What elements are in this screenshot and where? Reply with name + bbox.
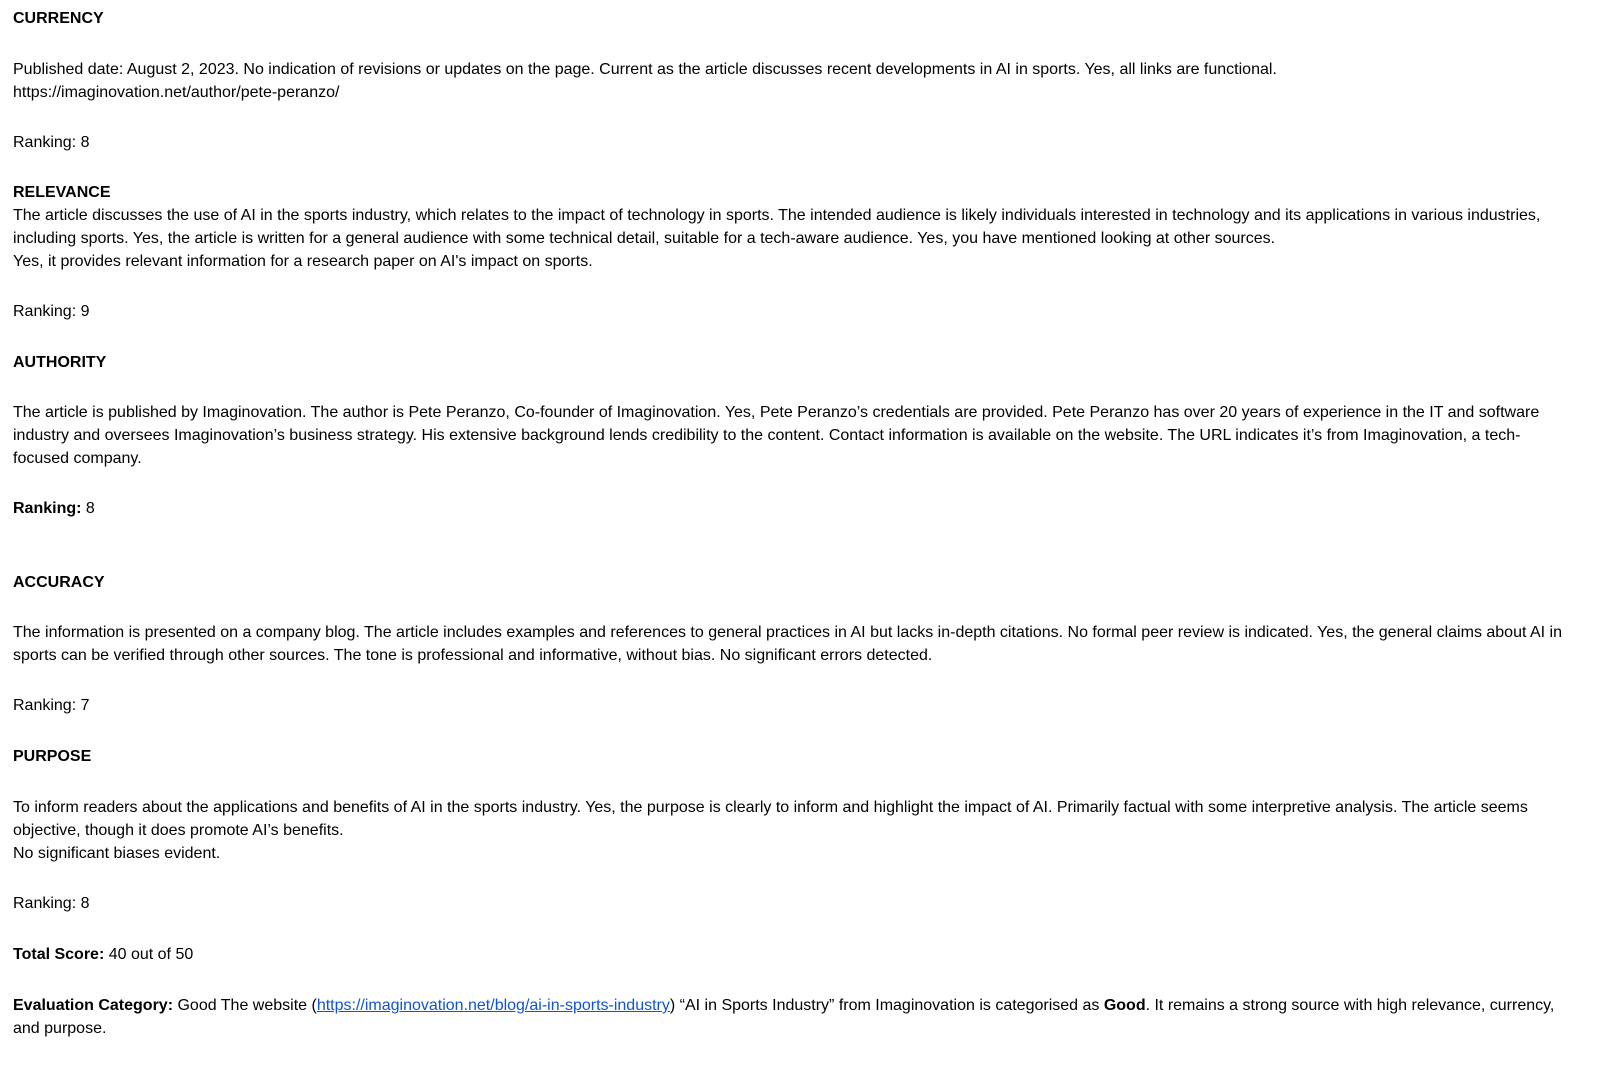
total-score-label: Total Score: <box>13 946 105 963</box>
relevance-ranking: Ranking: 9 <box>13 303 90 320</box>
currency-heading: CURRENCY <box>13 10 104 27</box>
authority-ranking-value: 8 <box>81 500 95 517</box>
authority-heading: AUTHORITY <box>13 354 107 371</box>
purpose-ranking: Ranking: 8 <box>13 895 90 912</box>
currency-author-url: https://imaginovation.net/author/pete-peranzo/ <box>13 84 340 101</box>
total-score-value: 40 out of 50 <box>104 946 194 963</box>
purpose-heading: PURPOSE <box>13 748 92 765</box>
purpose-body-para2: No significant biases evident. <box>13 845 221 862</box>
evaluation-label: Evaluation Category: <box>13 997 174 1014</box>
authority-ranking-label: Ranking: <box>13 500 82 517</box>
evaluation-category-value: Good <box>1103 997 1146 1014</box>
evaluation-text-after-link: ) “AI in Sports Industry” from Imaginovation is categorised as <box>669 997 1104 1014</box>
accuracy-ranking: Ranking: 7 <box>13 697 90 714</box>
relevance-heading: RELEVANCE <box>13 184 111 201</box>
evaluation-text-end: . It remains a strong source with high relevance, currency, and purpose. <box>13 997 1555 1037</box>
relevance-body-para1: The article discusses the use of AI in the sports industry, which relates to the impact of technology in sports. The intended audience is likely individuals interested in technology and its applications in various industries, including sports. Yes, the article is written for a general audience with some technical detail, suitable for a tech-aware audience. Yes, you have mentioned looking at other sources. <box>13 207 1541 247</box>
evaluation-text-before-link: Good The website ( <box>173 997 317 1014</box>
purpose-body <box>13 796 1576 865</box>
authority-body: The article is published by Imaginovation. The author is Pete Peranzo, Co-founder of Imaginovation. Yes, Pete Peranzo’s credentials are provided. Pete Peranzo has over 20 years of experience in the IT and software industry and oversees Imaginovation’s business strategy. His extensive background lends credibility to the content. Contact information is available on the website. The URL indicates it’s from Imaginovation, a tech-focused company. <box>13 404 1540 467</box>
accuracy-heading: ACCURACY <box>13 574 105 591</box>
accuracy-body: The information is presented on a company blog. The article includes examples and references to general practices in AI but lacks in-depth citations. No formal peer review is indicated. Yes, the general claims about AI in sports can be verified through other sources. The tone is professional and informative, without bias. No significant errors detected. <box>13 624 1562 664</box>
relevance-body-para2: Yes, it provides relevant information for a research paper on AI's impact on sports. <box>13 253 593 270</box>
article-link[interactable]: https://imaginovation.net/blog/ai-in-sports-industry <box>316 997 670 1014</box>
relevance-body <box>13 204 1576 273</box>
purpose-body-para1: To inform readers about the applications and benefits of AI in the sports industry. Yes, the purpose is clearly to inform and highlight the impact of AI. Primarily factual with some interpretive analysis. The article seems objective, though it does promote AI’s benefits. <box>13 799 1528 839</box>
currency-body <box>13 58 1576 104</box>
authority-ranking <box>13 497 1576 520</box>
total-score <box>13 943 1576 966</box>
currency-ranking: Ranking: 8 <box>13 134 90 151</box>
currency-body-line1: Published date: August 2, 2023. No indication of revisions or updates on the page. Current as the article discusses recent developments in AI in sports. Yes, all links are functional. <box>13 61 1277 78</box>
evaluation-category <box>13 994 1576 1040</box>
